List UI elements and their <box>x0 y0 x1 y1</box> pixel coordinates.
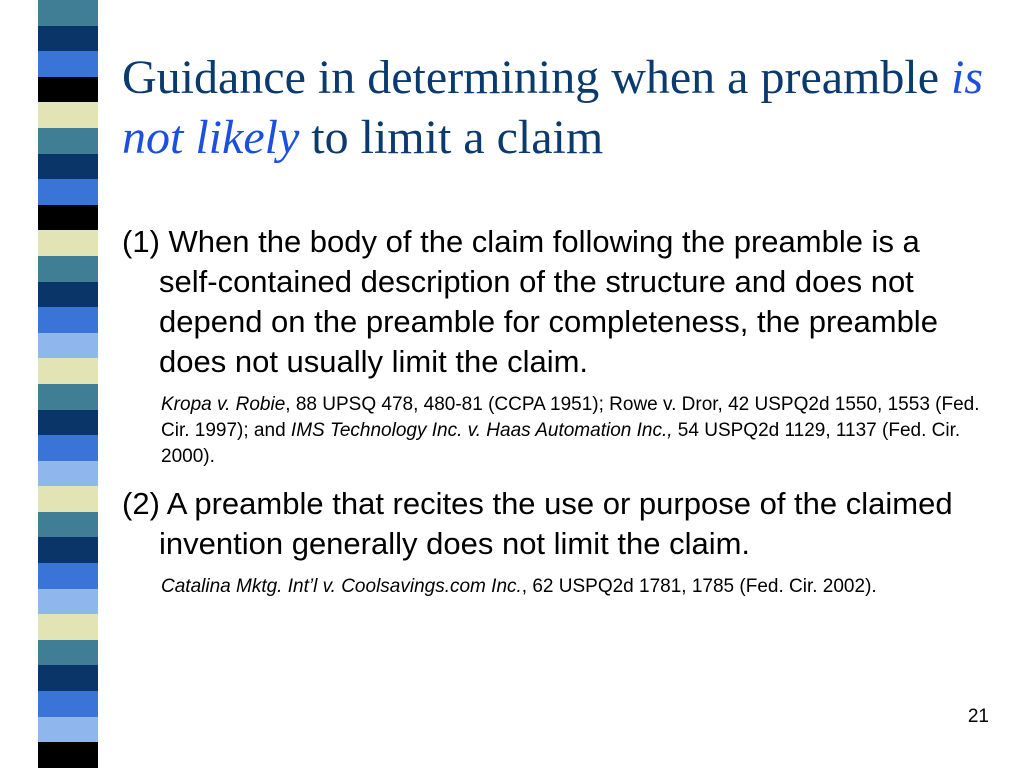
stripe-segment <box>38 537 98 563</box>
stripe-segment <box>38 410 98 436</box>
stripe-segment <box>38 256 98 282</box>
stripe-segment <box>38 77 98 103</box>
stripe-segment <box>38 307 98 333</box>
stripe-segment <box>38 435 98 461</box>
stripe-segment <box>38 154 98 180</box>
title-part-1: Guidance in determining when a preamble <box>122 51 952 104</box>
citation-1 <box>161 392 982 470</box>
slide-title <box>122 48 1002 168</box>
page-number: 21 <box>967 706 989 727</box>
stripe-segment <box>38 563 98 589</box>
title-part-2: to limit a claim <box>299 111 604 164</box>
bullet-item-1: (1) When the body of the claim following the preamble is a self-contained description of the structure and does not depend on the preamble for completeness, the preamble does not usually limit the claim. <box>122 224 938 379</box>
stripe-segment <box>38 128 98 154</box>
case-name: IMS Technology Inc. v. Haas Automation Inc., <box>290 420 673 441</box>
stripe-segment <box>38 589 98 615</box>
stripe-segment <box>38 461 98 487</box>
stripe-segment <box>38 742 98 768</box>
stripe-segment <box>38 384 98 410</box>
citation-text: , 88 UPSQ 478, 480-81 (CCPA 1951); Rowe v. Dror, 42 USPQ2d 1550, 1553 (Fed. Cir. 1997); and <box>161 394 980 441</box>
stripe-segment <box>38 102 98 128</box>
citation-2 <box>161 574 982 600</box>
stripe-segment <box>38 0 98 26</box>
stripe-segment <box>38 640 98 666</box>
stripe-segment <box>38 179 98 205</box>
decorative-stripe-bar <box>38 0 98 768</box>
slide-body <box>122 222 982 614</box>
stripe-segment <box>38 230 98 256</box>
citation-text: , 62 USPQ2d 1781, 1785 (Fed. Cir. 2002). <box>521 576 877 597</box>
stripe-segment <box>38 26 98 52</box>
stripe-segment <box>38 486 98 512</box>
stripe-segment <box>38 665 98 691</box>
stripe-segment <box>38 205 98 231</box>
citation-text: 54 USPQ2d 1129, 1137 (Fed. Cir. 2000). <box>161 420 961 467</box>
title-emphasis: is not likely <box>122 51 984 164</box>
stripe-segment <box>38 512 98 538</box>
stripe-segment <box>38 717 98 743</box>
stripe-segment <box>38 691 98 717</box>
stripe-segment <box>38 333 98 359</box>
stripe-segment <box>38 358 98 384</box>
stripe-segment <box>38 614 98 640</box>
stripe-segment <box>38 51 98 77</box>
case-name: Kropa v. Robie <box>161 394 286 415</box>
bullet-item-2: (2) A preamble that recites the use or purpose of the claimed invention generally does not limit the claim. <box>122 486 953 561</box>
stripe-segment <box>38 282 98 308</box>
case-name: Catalina Mktg. Int’l v. Coolsavings.com Inc. <box>161 576 522 597</box>
